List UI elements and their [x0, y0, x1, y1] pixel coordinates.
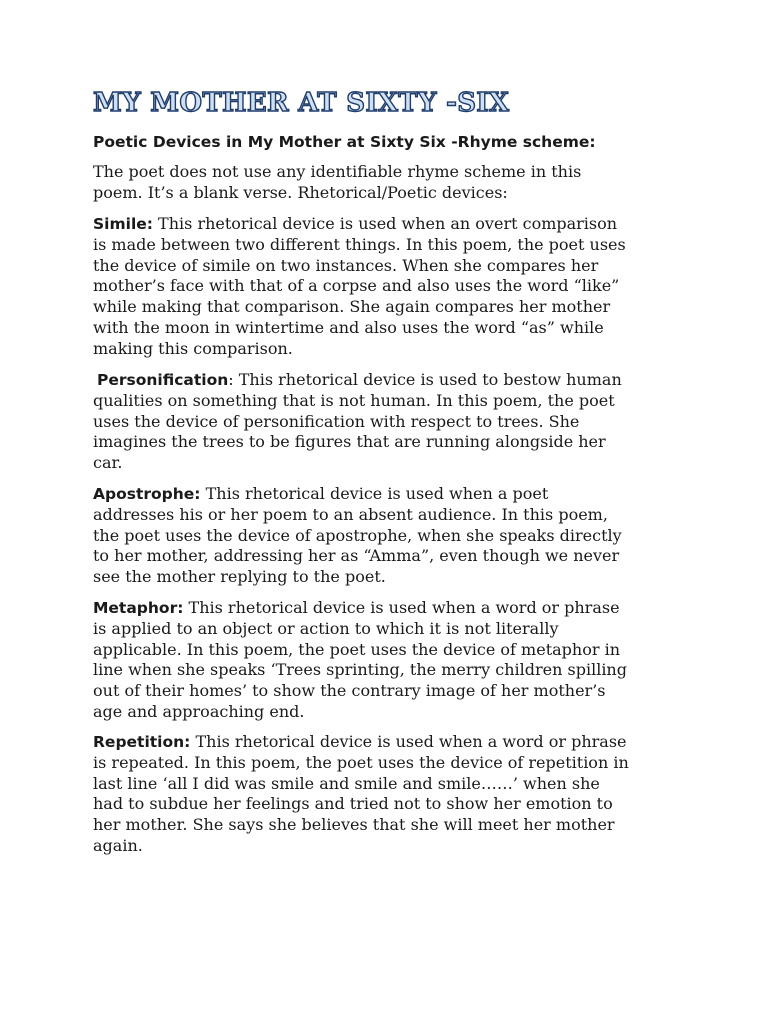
apostrophe-first-line: This rhetorical device is used when a poet [200, 484, 549, 503]
repetition-term: Repetition: [93, 733, 191, 751]
paragraph-line: out of their homes’ to show the contrary image of her mother’s [93, 681, 606, 701]
simile-paragraph [93, 214, 683, 360]
paragraph-line: last line ‘all I did was smile and smile and smile……’ when she [93, 773, 600, 793]
paragraph-line: poem. It’s a blank verse. Rhetorical/Poetic devices: [93, 182, 508, 202]
paragraph-line: is repeated. In this poem, the poet uses the device of repetition in [93, 752, 629, 772]
paragraph-line [97, 370, 687, 391]
repetition-paragraph [93, 732, 683, 857]
apostrophe-term: Apostrophe: [93, 485, 201, 503]
paragraph-line: had to subdue her feelings and tried not to show her emotion to [93, 794, 613, 814]
document-title: MY MOTHER AT SIXTY -SIX [93, 88, 510, 118]
paragraph-line: imagines the trees to be figures that are running alongside her [93, 432, 606, 452]
metaphor-paragraph [93, 598, 683, 723]
paragraph-line: with the moon in wintertime and also uses the word “as” while [93, 317, 604, 337]
paragraph-line: age and approaching end. [93, 701, 305, 721]
simile-first-line: This rhetorical device is used when an overt comparison [152, 214, 618, 233]
personification-first-line: : This rhetorical device is used to bestow human [228, 370, 622, 389]
paragraph-line: mother’s face with that of a corpse and also uses the word “like” [93, 276, 620, 296]
paragraph-line [93, 214, 683, 235]
metaphor-first-line: This rhetorical device is used when a word or phrase [183, 598, 620, 617]
paragraph-line: The poet does not use any identifiable rhyme scheme in this [93, 162, 582, 181]
paragraph-line: the device of simile on two instances. When she compares her [93, 255, 599, 275]
paragraph-line: to her mother, addressing her as “Amma”, even though we never [93, 546, 620, 566]
paragraph-line [93, 732, 683, 753]
paragraph-line: car. [93, 453, 123, 473]
paragraph-line: making this comparison. [93, 338, 293, 358]
paragraph-line: applicable. In this poem, the poet uses the device of metaphor in [93, 639, 620, 659]
personification-term: Personification [97, 371, 229, 389]
paragraph-line: qualities on something that is not human. In this poem, the poet [93, 390, 615, 410]
paragraph-line: the poet uses the device of apostrophe, when she speaks directly [93, 525, 622, 545]
simile-term: Simile: [93, 215, 153, 233]
paragraph-line: is applied to an object or action to which it is not literally [93, 618, 559, 638]
repetition-first-line: This rhetorical device is used when a word or phrase [190, 732, 627, 751]
paragraph-line [93, 598, 683, 619]
paragraph-line: see the mother replying to the poet. [93, 567, 386, 587]
paragraph-line: addresses his or her poem to an absent audience. In this poem, [93, 504, 608, 524]
paragraph-line: is made between two different things. In this poem, the poet uses [93, 234, 626, 254]
paragraph-line: again. [93, 835, 143, 855]
metaphor-term: Metaphor: [93, 599, 184, 617]
paragraph-line [93, 484, 683, 505]
paragraph-line: her mother. She says she believes that she will meet her mother [93, 815, 615, 835]
personification-paragraph [93, 370, 687, 474]
paragraph-line: uses the device of personification with respect to trees. She [93, 411, 580, 431]
apostrophe-paragraph [93, 484, 683, 588]
paragraph-line: while making that comparison. She again compares her mother [93, 297, 611, 317]
section-subheading: Poetic Devices in My Mother at Sixty Six -Rhyme scheme: [93, 133, 596, 151]
intro-paragraph [93, 162, 683, 204]
paragraph-line: line when she speaks ‘Trees sprinting, the merry children spilling [93, 660, 627, 680]
